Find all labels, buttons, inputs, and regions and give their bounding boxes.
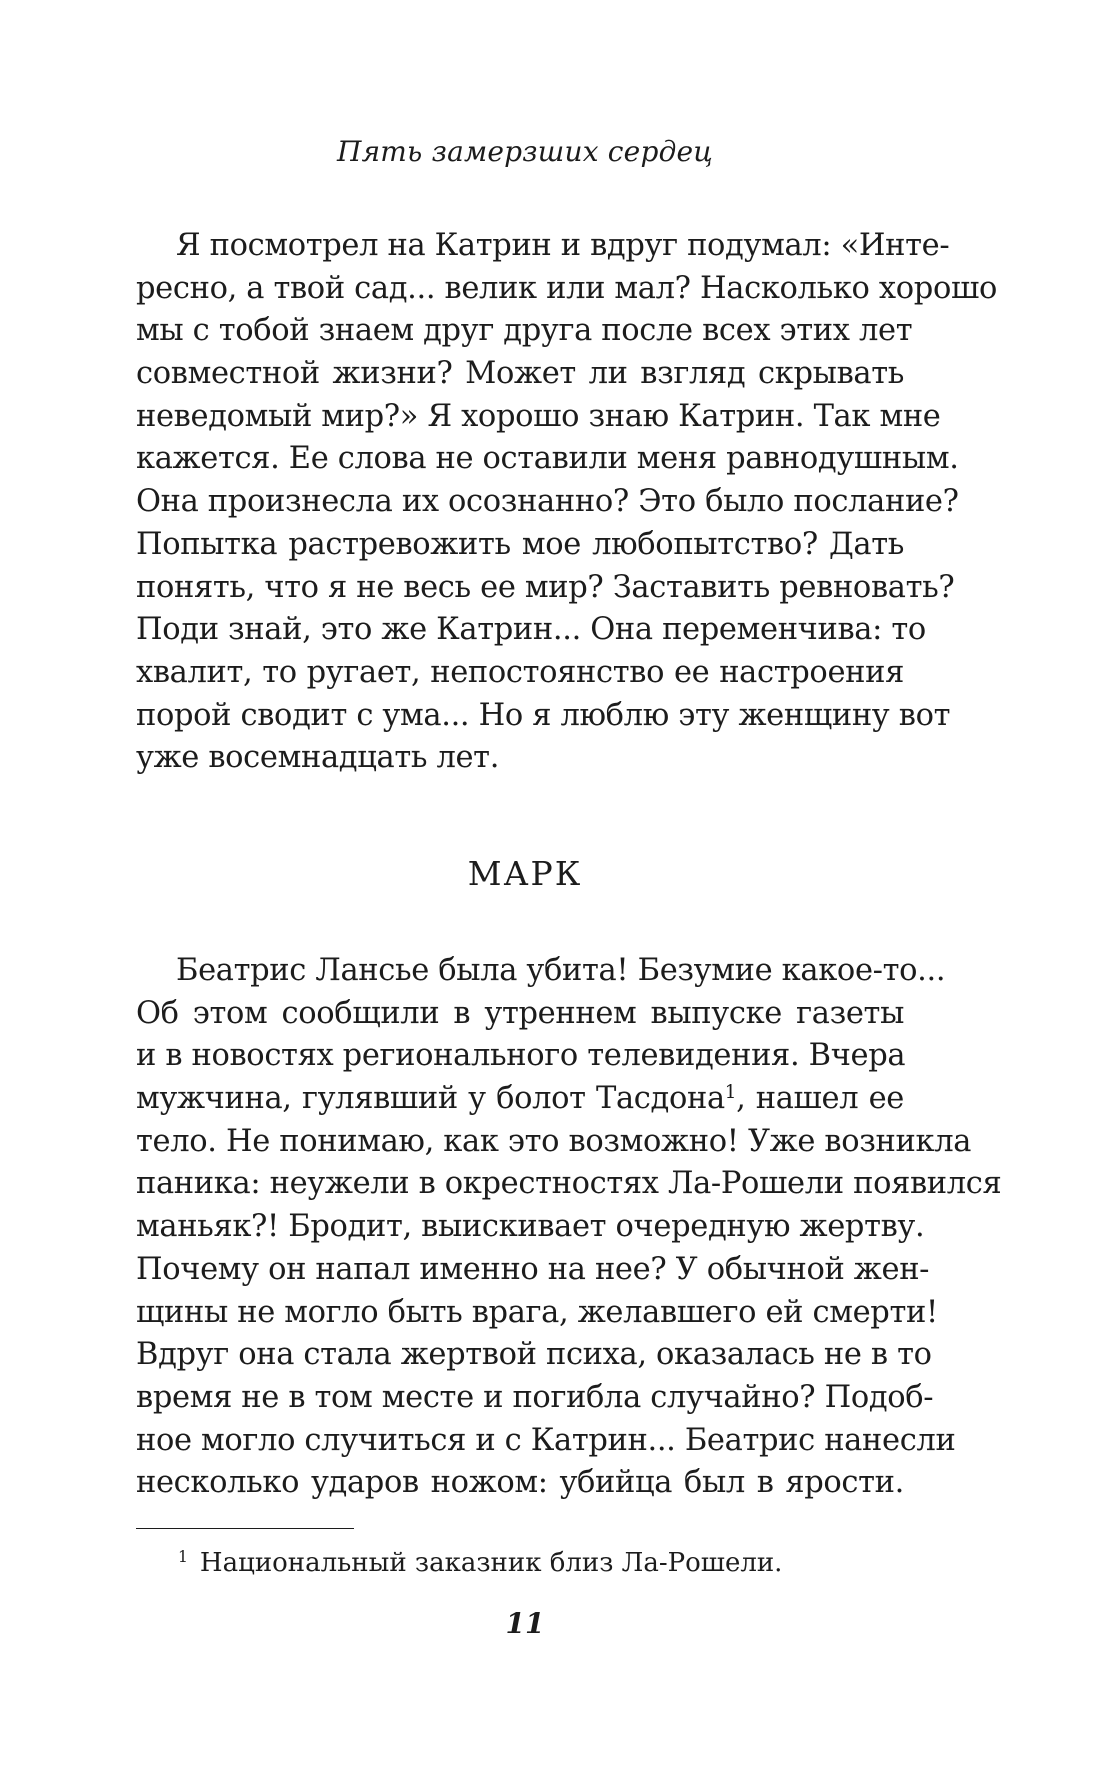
text-line: Я посмотрел на Катрин и вдруг подумал: «Инте- [176, 228, 950, 263]
running-head: Пять замерзших сердец [336, 135, 714, 168]
text-line: и в новостях регионального телевидения. Вчера [136, 1038, 906, 1074]
text-line: Она произнесла их осознанно? Это было послание? [136, 484, 959, 520]
footnote-divider [136, 1528, 354, 1529]
text-line: маньяк?! Бродит, выискивает очередную жертву. [136, 1209, 925, 1245]
text-line: Почему он напал именно на нее? У обычной жен- [136, 1251, 930, 1287]
text-line: время не в том месте и погибла случайно? Подоб- [136, 1379, 934, 1415]
text-line: Поди знай, это же Катрин... Она переменчива: то [136, 612, 926, 648]
text-line: Беатрис Лансье была убита! Безумие какое-то... [176, 953, 946, 988]
text-line: совместной жизни? Может ли взгляд скрывать [136, 356, 904, 392]
text-line: тело. Не понимаю, как это возможно! Уже возникла [136, 1123, 972, 1159]
text-line: мы с тобой знаем друг друга после всех этих лет [136, 313, 913, 349]
footnote-reference: 1 [724, 1082, 737, 1103]
paragraph-beatrice [136, 950, 1002, 1505]
text-line: несколько ударов ножом: убийца был в ярости. [136, 1465, 904, 1501]
footnote-mark: 1 [178, 1548, 188, 1567]
text-line: Вдруг она стала жертвой психа, оказалась не в то [136, 1337, 932, 1373]
text-line: уже восемнадцать лет. [136, 740, 500, 776]
text-line: неведомый мир?» Я хорошо знаю Катрин. Так мне [136, 398, 941, 434]
text-line: хвалит, то ругает, непостоянство ее настроения [136, 654, 904, 690]
text-line-with-footnote [136, 1078, 904, 1121]
page-number: 11 [505, 1607, 545, 1640]
text-segment: , нашел ее [736, 1081, 904, 1117]
footnote [178, 1545, 782, 1581]
text-line: паника: неужели в окрестностях Ла-Рошели появился [136, 1166, 1002, 1202]
text-segment: мужчина, гулявший у болот Тасдона [136, 1081, 725, 1117]
text-line: Попытка растревожить мое любопытство? Дать [136, 526, 904, 562]
footnote-text: Национальный заказник близ Ла-Рошели. [199, 1548, 783, 1578]
text-line: Об этом сообщили в утреннем выпуске газеты [136, 995, 904, 1031]
paragraph-katrin [136, 225, 997, 780]
text-line: ное могло случиться и с Катрин... Беатрис нанесли [136, 1422, 956, 1458]
text-line: ресно, а твой сад... велик или мал? Насколько хорошо [136, 270, 997, 306]
chapter-title: МАРК [467, 854, 583, 893]
text-line: понять, что я не весь ее мир? Заставить ревновать? [136, 569, 955, 605]
text-line: порой сводит с ума... Но я люблю эту женщину вот [136, 697, 951, 733]
text-line: щины не могло быть врага, желавшего ей смерти! [136, 1294, 938, 1330]
text-line: кажется. Ее слова не оставили меня равнодушным. [136, 441, 959, 477]
